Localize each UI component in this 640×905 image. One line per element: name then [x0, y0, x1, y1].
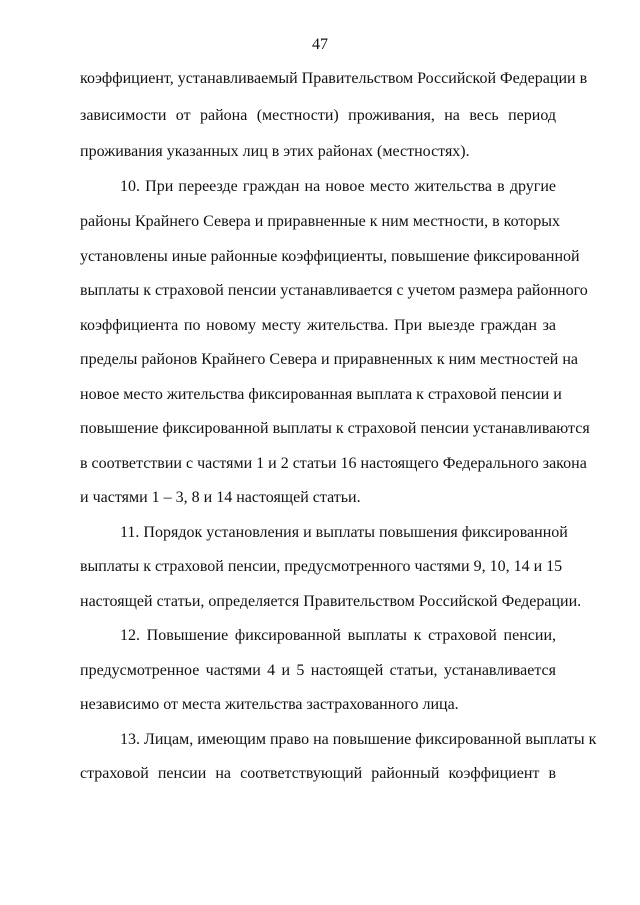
text-line: страховой пенсии на соответствующий районный коэффициент в: [80, 765, 556, 782]
page-number: 47: [312, 36, 328, 53]
text-line: 10. При переезде граждан на новое место жительства в другие: [120, 178, 556, 195]
text-line: зависимости от района (местности) проживания, на весь период: [80, 107, 556, 124]
text-line: проживания указанных лиц в этих районах (местностях).: [80, 143, 470, 160]
text-line: установлены иные районные коэффициенты, повышение фиксированной: [80, 248, 580, 265]
text-line: новое место жительства фиксированная выплата к страховой пенсии и: [80, 386, 562, 403]
text-line: и частями 1 – 3, 8 и 14 настоящей статьи.: [80, 489, 361, 506]
text-line: коэффициента по новому месту жительства. При выезде граждан за: [80, 317, 556, 334]
text-line: 11. Порядок установления и выплаты повышения фиксированной: [120, 524, 568, 541]
text-line: выплаты к страховой пенсии устанавливается с учетом размера районного: [80, 282, 588, 299]
text-line: в соответствии с частями 1 и 2 статьи 16 настоящего Федерального закона: [80, 455, 587, 472]
text-line: предусмотренное частями 4 и 5 настоящей статьи, устанавливается: [80, 662, 556, 679]
text-line: коэффициент, устанавливаемый Правительством Российской Федерации в: [80, 70, 588, 87]
text-line: независимо от места жительства застрахованного лица.: [80, 696, 459, 713]
text-line: 12. Повышение фиксированной выплаты к страховой пенсии,: [120, 627, 556, 644]
text-line: 13. Лицам, имеющим право на повышение фиксированной выплаты к: [120, 731, 597, 748]
text-line: пределы районов Крайнего Севера и приравненных к ним местностей на: [80, 351, 579, 368]
text-line: повышение фиксированной выплаты к страховой пенсии устанавливаются: [80, 420, 590, 437]
text-line: районы Крайнего Севера и приравненные к ним местности, в которых: [80, 213, 560, 230]
text-line: выплаты к страховой пенсии, предусмотренного частями 9, 10, 14 и 15: [80, 558, 563, 575]
text-line: настоящей статьи, определяется Правительством Российской Федерации.: [80, 593, 582, 610]
